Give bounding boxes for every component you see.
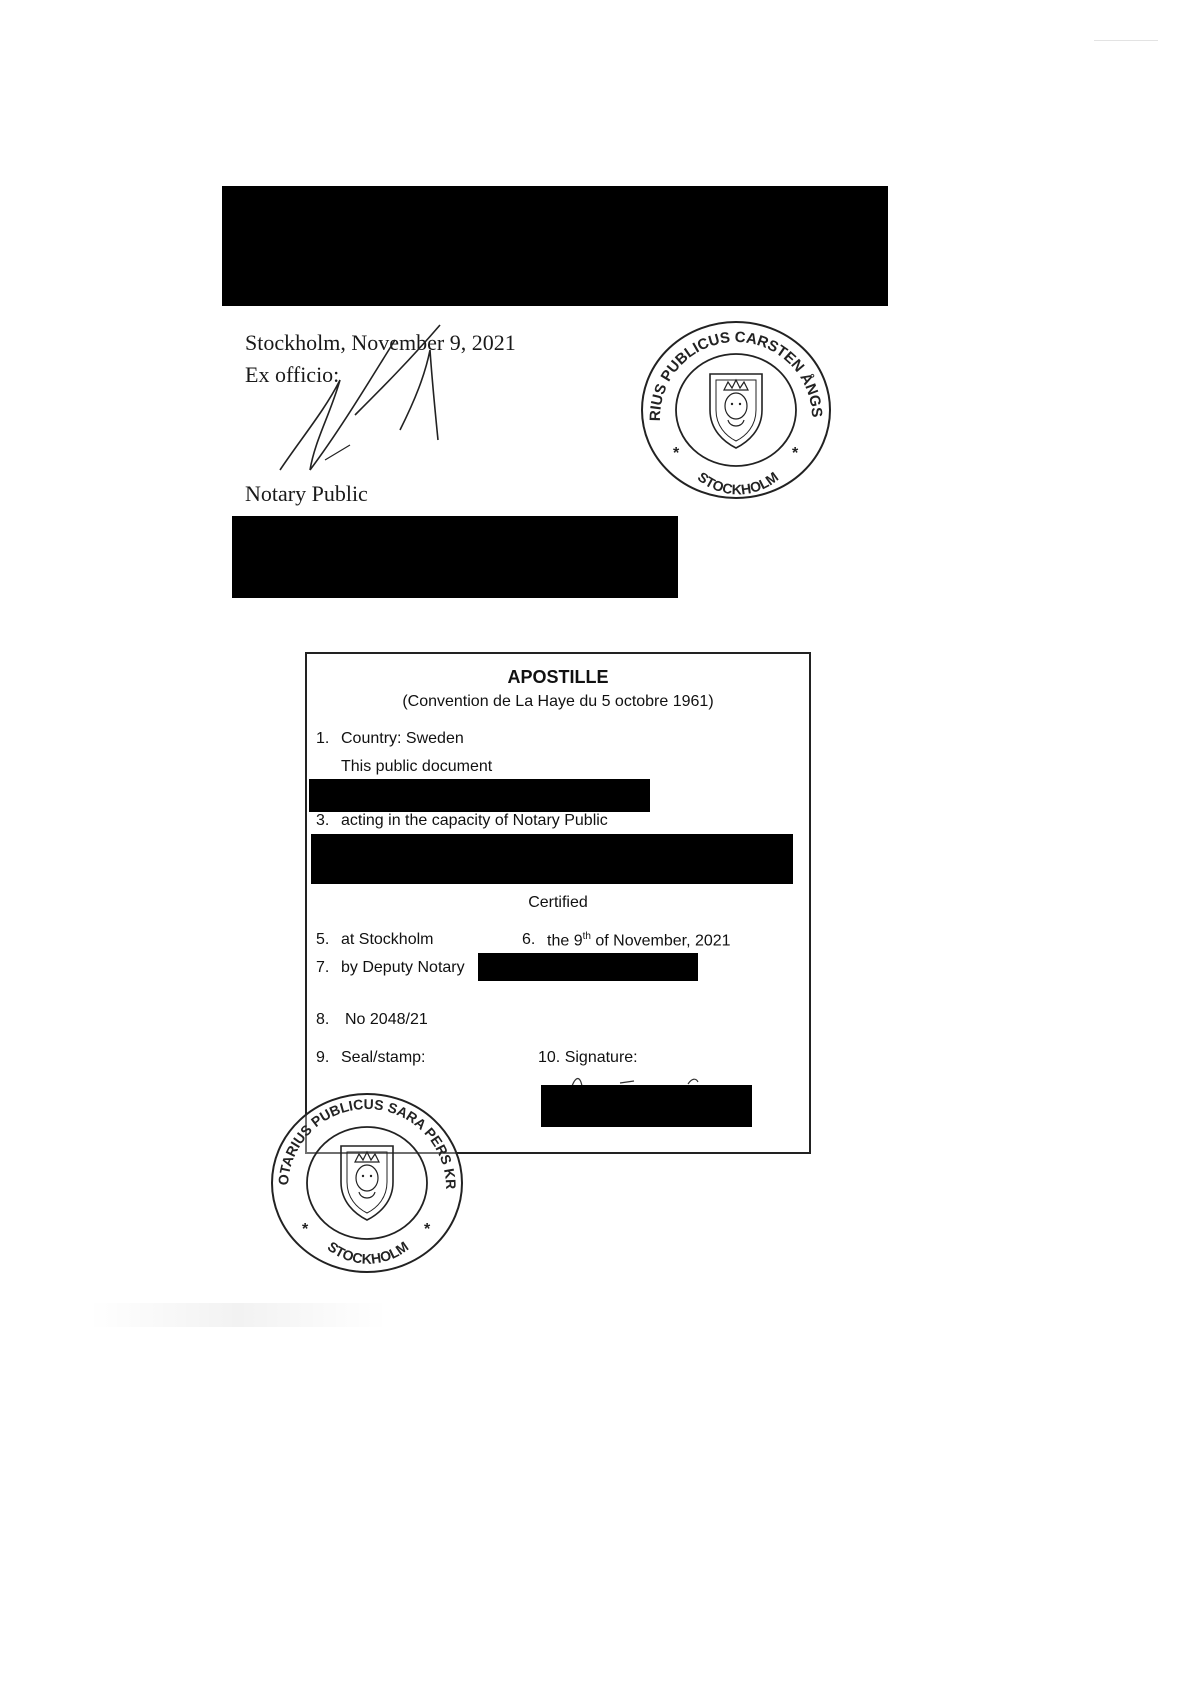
place-date: Stockholm, November 9, 2021 (245, 330, 516, 355)
certified-label: Certified (528, 894, 588, 911)
item5-number: 5. (316, 931, 330, 948)
redaction-deputy-notary (478, 953, 698, 981)
item9-seal-stamp: Seal/stamp: (341, 1049, 426, 1066)
ex-officio-label: Ex officio: (245, 362, 340, 387)
apostille-title: APOSTILLE (507, 667, 609, 687)
item3-capacity: acting in the capacity of Notary Public (341, 812, 608, 829)
svg-text:*: * (302, 1221, 309, 1238)
item7-number: 7. (316, 959, 330, 976)
redaction-notary-name (232, 516, 678, 598)
notary-seal-bottom (268, 1090, 466, 1276)
item6-date-sup: th (582, 931, 591, 942)
item1-country: Country: Sweden (341, 730, 464, 747)
item9-number: 9. (316, 1049, 330, 1066)
seal-top-arc-text: RIUS PUBLICUS CARSTEN ÅNGS (646, 328, 826, 422)
notary-signature (270, 320, 500, 480)
item5-place: at Stockholm (341, 931, 434, 948)
item6-date (547, 931, 731, 950)
seal-bottom-arc-text: OTARIUS PUBLICUS SARA PERS KR (274, 1095, 460, 1190)
redaction-top (222, 186, 888, 306)
item8-number: 8. (316, 1011, 330, 1028)
item10-signature: 10. Signature: (538, 1049, 638, 1066)
redaction-seal-of (311, 834, 793, 884)
item6-date-pre: the 9 (547, 932, 583, 950)
redaction-signature (541, 1085, 752, 1127)
notary-seal-top (638, 318, 834, 502)
svg-text:*: * (673, 445, 680, 462)
redaction-signed-by (309, 779, 650, 812)
svg-text:*: * (792, 445, 799, 462)
seal-top-city: STOCKHOLM (694, 468, 782, 498)
apostille-subtitle: (Convention de La Haye du 5 octobre 1961) (402, 693, 714, 710)
item7-deputy-notary: by Deputy Notary (341, 959, 465, 976)
notary-public-label: Notary Public (245, 481, 368, 506)
scan-artifact-left (88, 1303, 388, 1327)
svg-text:*: * (424, 1221, 431, 1238)
item2-public-document: This public document (341, 758, 493, 775)
item8-reference: No 2048/21 (345, 1011, 428, 1028)
item6-number: 6. (522, 931, 536, 948)
seal-bottom-city: STOCKHOLM (324, 1238, 412, 1267)
scan-artifact-top-right (1094, 40, 1158, 41)
item6-date-post: of November, 2021 (590, 932, 731, 950)
item1-number: 1. (316, 730, 330, 747)
svg-text:NOTARIUS PUBLICUS CARSTEN ÅNGS (638, 318, 825, 421)
item3-number: 3. (316, 812, 330, 829)
